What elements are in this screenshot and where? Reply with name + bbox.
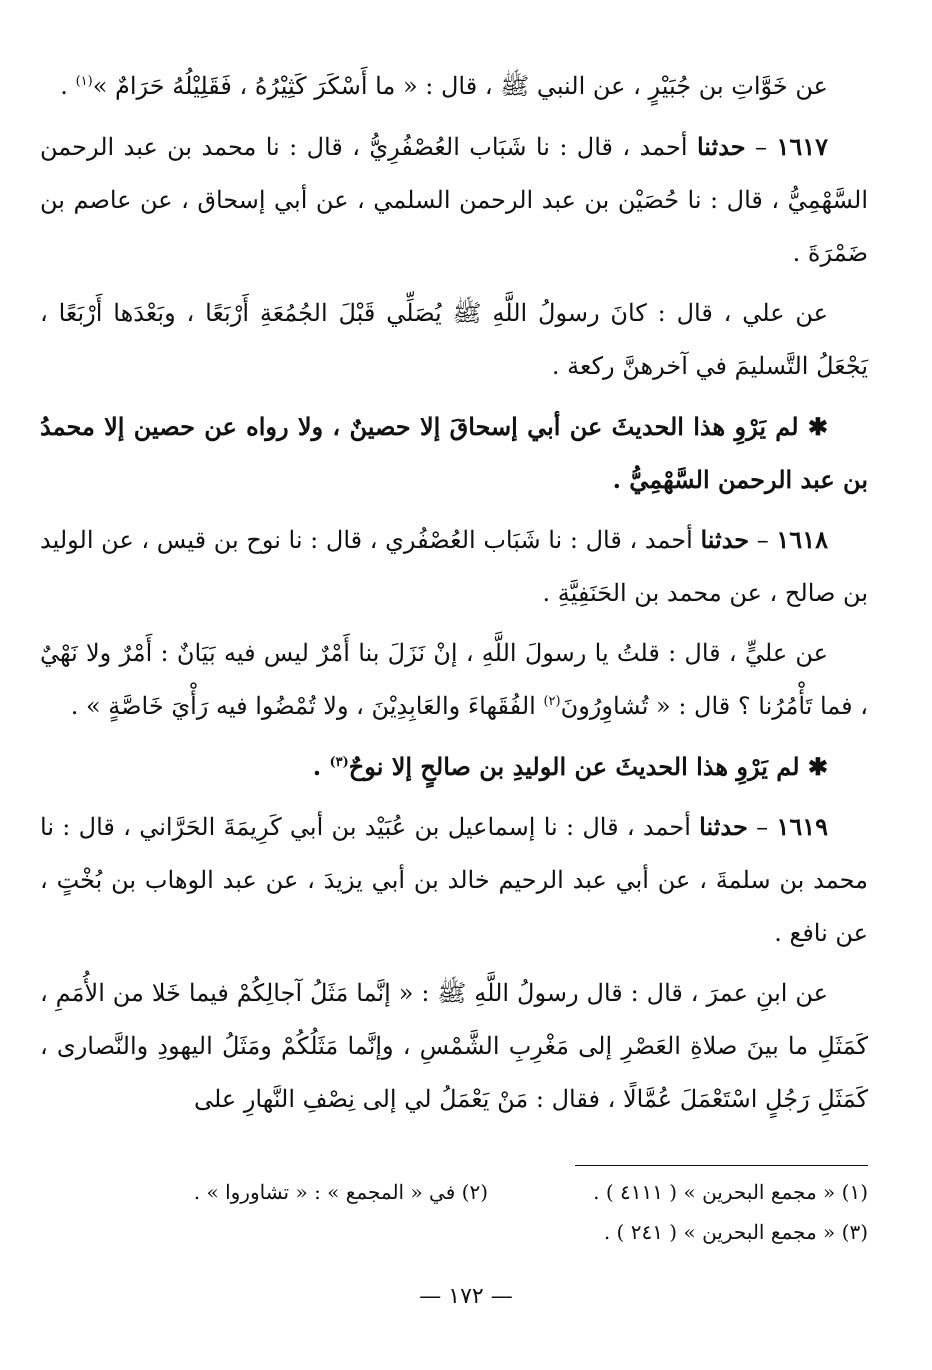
hadith-1617-isnad: ١٦١٧ – حدثنا أحمد ، قال : نا شَبَاب العُصْفُرِيُّ ، قال : نا محمد بن عبد الرحمن السَّهْمِيُّ ، قال : نا حُصَيْن بن عبد الرحمن السلمي ، عن أبي إسحاق ، عن عاصم بن ضَمْرَةَ . (40, 132, 868, 267)
hadith-1618-matn: عن عليٍّ ، قال : قلتُ يا رسولَ اللَّهِ ، إنْ نَزَلَ بنا أَمْرٌ ليس فيه بَيَانٌ : أَمْرٌ ولا نَهْيٌ ، فما تَأْمُرُنا ؟ قال : « تُشاوِرُونَ$^{(٢)}$ الفُقَهاءَ والعَابِدِيْنَ ، ولا تُمْضُوا فيه رَأْيَ خَاصَّةٍ » . (40, 639, 868, 720)
star-icon: ✱ (807, 412, 828, 441)
hadith-1618-note: ✱ لم يَرْوِ هذا الحديثَ عن الوليدِ بن صالحٍ إلا نوحٌ$^{(٣)}$ . (312, 752, 828, 781)
hadith-number: ١٦١٧ (776, 132, 828, 161)
hadith-1617-matn: عن علي ، قال : كانَ رسولُ اللَّهِ ﷺ يُصَلِّي قَبْلَ الجُمُعَةِ أَرْبَعًا ، وبَعْدَها أَرْبَعًا ، يَجْعَلُ التَّسليمَ في آخرهنَّ ركعة . (40, 299, 868, 380)
hadith-1617-note: ✱ لم يَرْوِ هذا الحديثَ عن أبي إسحاقَ إلا حصينٌ ، ولا رواه عن حصين إلا محمدُ بن عبد الرحمن السَّهْمِيُّ . (40, 412, 868, 494)
haddathana-label: حدثنا (699, 812, 748, 841)
haddathana-label: حدثنا (696, 132, 746, 161)
haddathana-label: حدثنا (700, 525, 750, 554)
footnote-ref-1[interactable]: (١) (75, 74, 93, 89)
footnote-1: (١) « مجمع البحرين » ( ٤١١١ ) . (593, 1180, 868, 1204)
hadith-1618-isnad: ١٦١٨ – حدثنا أحمد ، قال : نا شَبَاب العُصْفُري ، قال : نا نوح بن قيس ، عن الوليد بن صالح ، عن محمد بن الحَنَفِيَّةِ . (40, 525, 868, 607)
hadith-1619-matn: عن ابنِ عمرَ ، قال : قال رسولُ اللَّهِ ﷺ : « إنَّما مَثَلُ آجالِكُمْ فيما خَلا من الأُمَمِ ، كَمَثَلِ ما بينَ صلاةِ العَصْرِ إلى مَغْرِبِ الشَّمْسِ ، وإنَّما مَثَلُكُمْ ومَثَلُ اليهودِ والنَّصارى ، كَمَثَلِ رَجُلٍ اسْتَعْمَلَ عُمَّالًا ، فقال : مَنْ يَعْمَلُ لي إلى نِصْفِ النَّهارِ على (40, 979, 868, 1113)
page-number: — ١٧٢ — (419, 1284, 513, 1309)
hadith-1616-matn: عن خَوَّاتِ بن جُبَيْرٍ ، عن النبي ﷺ ، قال : « ما أَسْكَرَ كَثِيْرُهُ ، فَقَلِيْلُهُ حَرَامٌ »$^{(١)}$ . (60, 72, 828, 100)
document-body (40, 60, 868, 1133)
hadith-number: ١٦١٨ (776, 525, 828, 554)
star-icon: ✱ (807, 752, 828, 781)
footnotes (40, 1172, 868, 1252)
hadith-1619-isnad: ١٦١٩ – حدثنا أحمد ، قال : نا إسماعيل بن عُبَيْد بن أبي كَرِيمَةَ الحَرَّاني ، قال : نا محمد بن سلمةَ ، عن أبي عبد الرحيم خالد بن أبي يزيدَ ، عن عبد الوهاب بن بُخْتٍ ، عن نافع . (40, 812, 868, 947)
footnote-2: (٢) في « المجمع » : « تشاوروا » . (193, 1180, 488, 1204)
footnote-ref-2[interactable]: (٢) (543, 694, 561, 709)
footnote-ref-3[interactable]: (٣) (329, 755, 349, 770)
hadith-number: ١٦١٩ (776, 812, 828, 841)
footnote-3: (٣) « مجمع البحرين » ( ٢٤١ ) . (603, 1220, 868, 1244)
footnote-divider (575, 1165, 868, 1166)
